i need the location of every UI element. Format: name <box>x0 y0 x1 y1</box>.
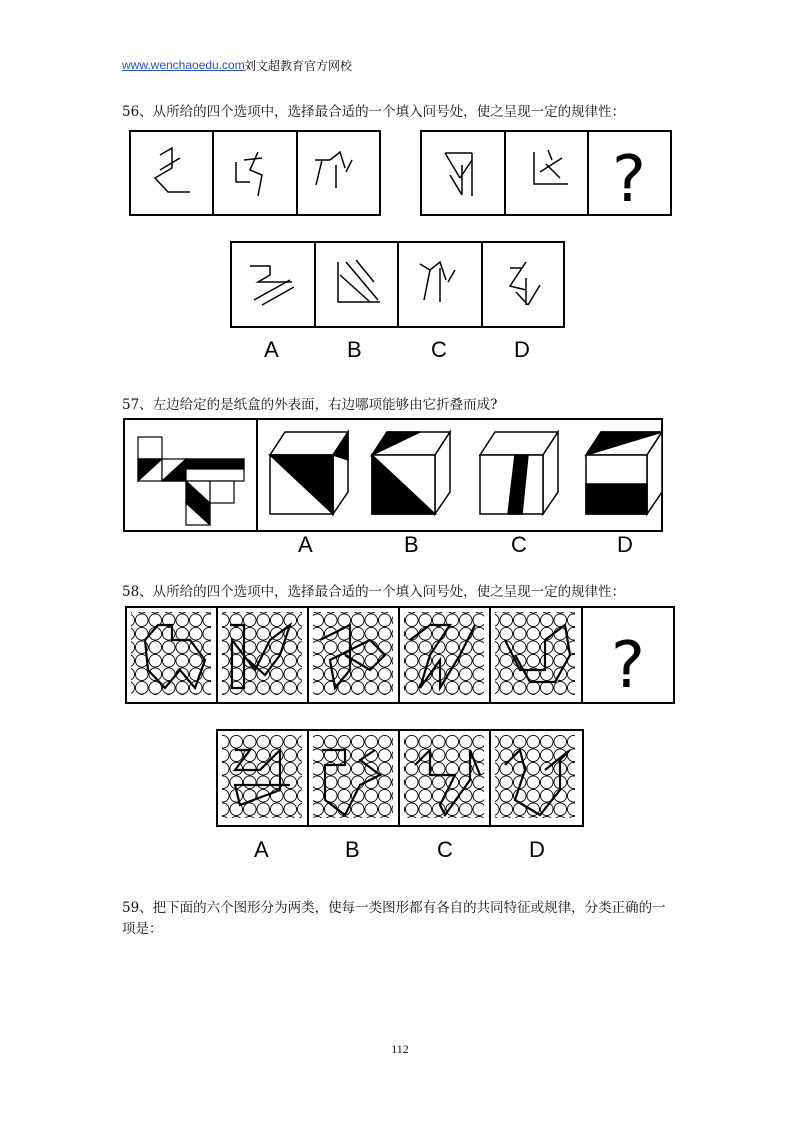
q56-option-b-figure[interactable] <box>338 260 380 302</box>
q57-text: 57、左边给定的是纸盒的外表面，右边哪项能够由它折叠而成? <box>122 397 498 413</box>
q56-left-group <box>130 131 380 215</box>
q56-figure-3 <box>315 152 352 188</box>
q56-figure-4 <box>445 153 472 196</box>
q56-text: 56、从所给的四个选项中，选择最合适的一个填入问号处，使之呈现一定的规律性： <box>122 104 626 120</box>
q56-option-d-figure[interactable] <box>510 262 540 305</box>
q56-figure-2 <box>236 152 262 196</box>
q56-question-mark: ? <box>612 143 646 217</box>
q58-option-b-label[interactable]: B <box>345 837 360 862</box>
q57-option-c-label[interactable]: C <box>511 532 527 557</box>
q58-text: 58、从所给的四个选项中，选择最合适的一个填入问号处，使之呈现一定的规律性： <box>122 584 626 600</box>
q58-option-a-label[interactable]: A <box>254 837 269 862</box>
q56-option-c-figure[interactable] <box>420 262 455 302</box>
q57-option-a-label[interactable]: A <box>298 532 313 557</box>
q57-option-b-cube[interactable] <box>372 432 450 514</box>
q59-text-line1: 59、把下面的六个图形分为两类，使每一类图形都有各自的共同特征或规律，分类正确的一 <box>122 900 666 916</box>
q59-text-line2: 项是： <box>122 921 163 937</box>
q57-option-d-label[interactable]: D <box>617 532 633 557</box>
q57-figure <box>0 410 800 550</box>
q57-option-b-label[interactable]: B <box>404 532 419 557</box>
site-link[interactable]: www.wenchaoedu.com <box>122 58 245 72</box>
q57-option-a-cube[interactable] <box>270 432 348 514</box>
q58-option-c-label[interactable]: C <box>437 837 453 862</box>
org-name: 刘文超教育官方网校 <box>244 59 353 73</box>
q56-option-a-label[interactable]: A <box>264 337 279 362</box>
q58-option-d-label[interactable]: D <box>529 837 545 862</box>
q58-figure <box>0 600 800 860</box>
q56-option-c-label[interactable]: C <box>431 337 447 362</box>
q56-figure-1 <box>155 148 190 192</box>
q58-question-mark: ? <box>611 629 645 703</box>
q56-option-d-label[interactable]: D <box>514 337 530 362</box>
q56-figure-5 <box>534 150 568 184</box>
q56-option-b-label[interactable]: B <box>347 337 362 362</box>
q56-option-a-figure[interactable] <box>250 266 294 305</box>
q57-option-c-cube[interactable] <box>480 432 558 514</box>
page-number: 112 <box>391 1042 409 1056</box>
q57-option-d-cube[interactable] <box>586 432 662 514</box>
q57-unfolded-net <box>138 437 244 525</box>
q56-stem-figure <box>0 0 800 240</box>
